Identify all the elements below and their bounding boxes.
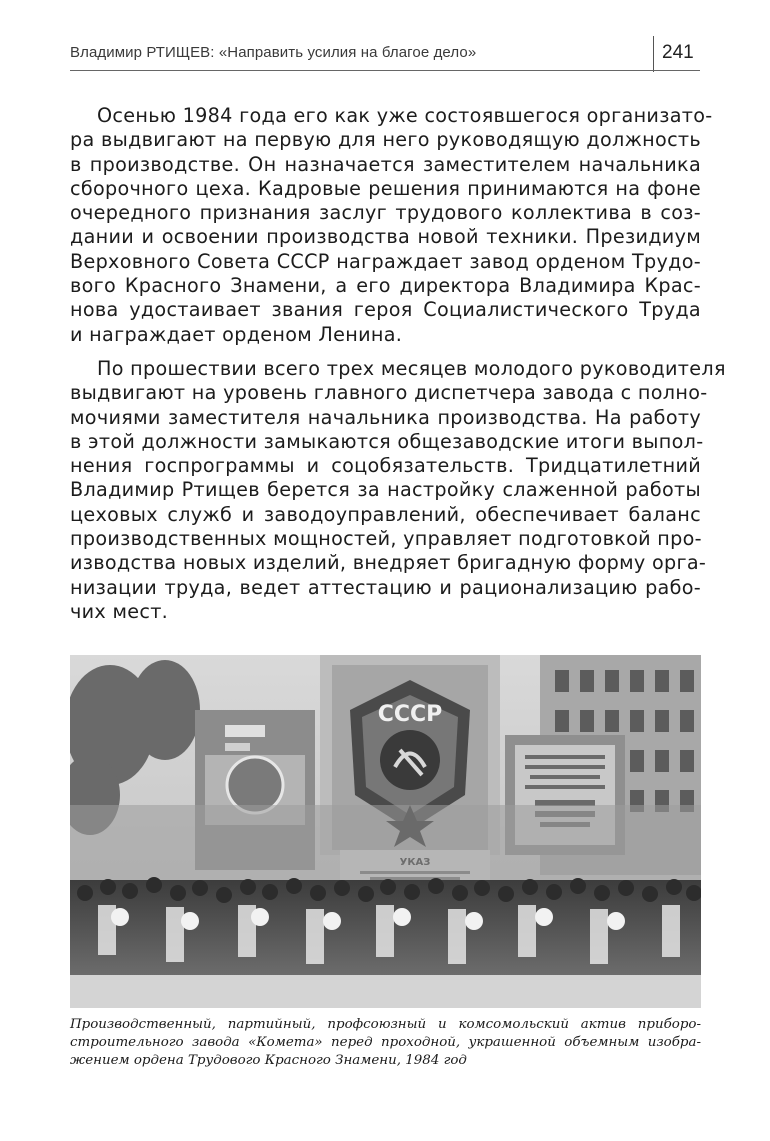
photo-caption [70,1016,701,1071]
crowd [70,877,701,980]
text-line: чих мест. [70,599,169,623]
text-line: Верховного Совета СССР награждает завод орденом Трудо- [70,249,701,273]
header-divider [653,36,654,72]
text-line: нения госпрограммы и соцобязательств. Тридцатилетний [70,454,701,478]
text-line: Осенью 1984 года его как уже состоявшегося организато- [97,104,713,127]
group-photo [70,655,701,1008]
text-line: Владимир Ртищев берется за настройку слаженной работы [70,478,701,502]
caption-line: жением ордена Трудового Красного Знамени, 1984 год [70,1053,467,1069]
text-line: мочиями заместителя начальника производства. На работу [70,405,701,429]
header-rule [70,70,700,71]
caption-line: Производственный, партийный, профсоюзный и комсомольский актив приборо- [70,1017,701,1032]
text-line: изводства новых изделий, внедряет бригадную форму орга- [70,551,707,575]
running-title: Владимир РТИЩЕВ: «Направить усилия на благое дело» [70,44,477,61]
caption-line: строительного завода «Комета» перед проходной, украшенной объемным изобра- [70,1035,701,1051]
text-line: вого Красного Знамени, а его директора Владимира Крас- [70,274,701,298]
paragraph-1 [70,104,713,347]
text-line: очередного признания заслуг трудового коллектива в соз- [70,201,701,225]
text-line: сборочного цеха. Кадровые решения принимаются на фоне [70,176,701,200]
emblem-text: СССР [377,702,443,727]
text-line: По прошествии всего трех месяцев молодого руководителя [97,356,726,380]
running-header [70,36,700,76]
text-line: низации труда, ведет аттестацию и рационализацию рабо- [70,575,701,599]
text-line: производственных мощностей, управляет подготовкой про- [70,527,702,551]
text-line: в этой должности замыкаются общезаводские итоги выпол- [70,429,704,453]
body-text [70,104,726,634]
text-line: выдвигают на уровень главного диспетчера завода с полно- [70,381,708,405]
paragraph-2 [70,356,726,624]
text-line: нова удостаивает звания героя Социалистического Труда [70,298,701,322]
text-line: дании и освоении производства новой техники. Президиум [70,225,701,249]
pavement [70,975,701,1008]
text-line: ра выдвигают на первую для него руководящую должность [70,128,701,152]
page-number: 241 [662,42,694,63]
text-line: цеховых служб и заводоуправлений, обеспечивает баланс [70,502,701,526]
text-line: и награждает орденом Ленина. [70,322,403,346]
text-line: в производстве. Он назначается заместителем начальника [70,152,701,176]
